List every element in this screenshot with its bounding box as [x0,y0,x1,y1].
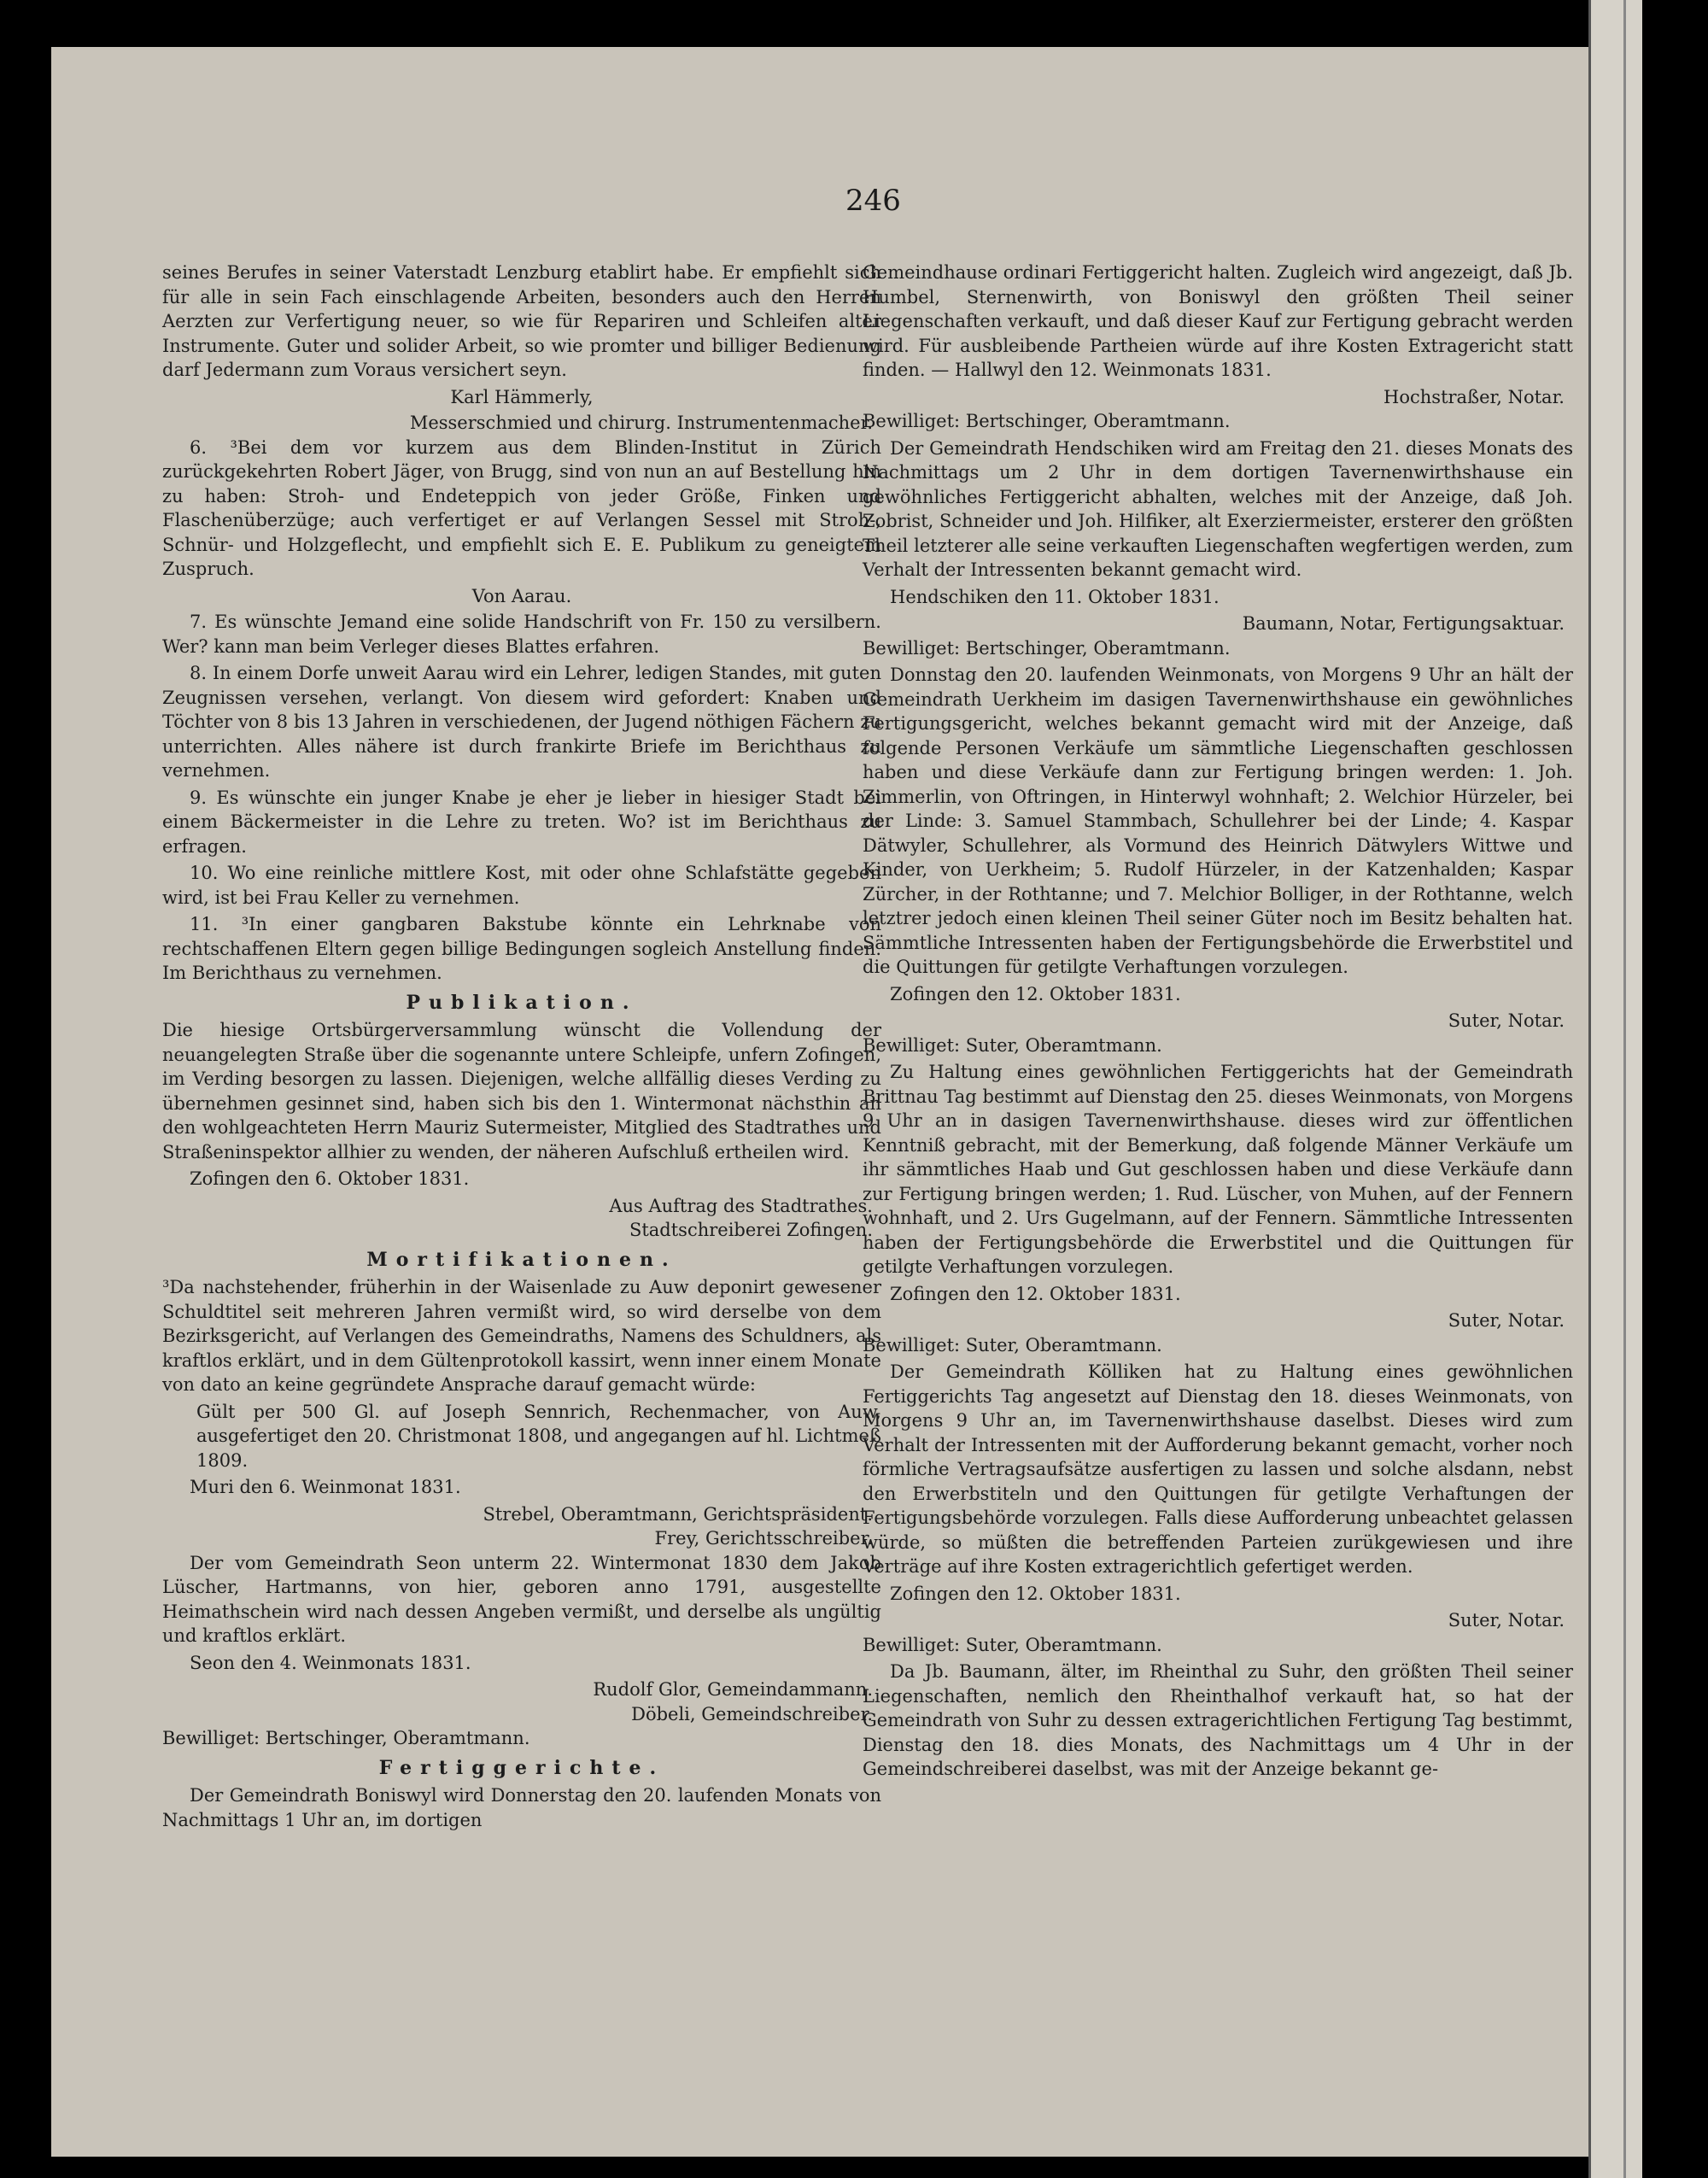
signature: Suter, Notar. [1448,1310,1565,1331]
paragraph: Zu Haltung eines gewöhnlichen Fertiggerichts hat der Gemeindrath Brittnau Tag bestimmt auf Dienstag den 25. dieses Weinmonats, von Morgens 9 Uhr an in dasigen Tavernenwirthshause. dieses wird zur öffentlichen Kenntniß gebracht, mit der Bemerkung, daß folgende Männer Verkäufe um ihr sämmtliches Haab und Gut geschlossen haben und diese Verkäufe dann zur Fertigung bringen werden; 1. Rud. Lüscher, von Muhen, auf der Fennern wohnhaft, und 2. Urs Gugelmann, auf der Fennern. Sämmtliche Intressenten haben der Fertigungsbehörde die Erwerbstitel und die Quittungen für getilgte Verhaftungen vorzulegen. [863,1062,1573,1277]
approval-line: Bewilliget: Bertschinger, Oberamtmann. [162,1728,530,1748]
section-label: Von Aarau. [471,585,572,606]
next-page-edge [1588,0,1642,2178]
date-line: Seon den 4. Weinmonats 1831. [190,1652,471,1673]
signature: Aus Auftrag des Stadtrathes. [609,1195,873,1216]
signature: Suter, Notar. [1448,1610,1565,1631]
paragraph: 10. Wo eine reinliche mittlere Kost, mit oder ohne Schlafstätte gegeben wird, ist bei Frau Keller zu vernehmen. [162,863,881,908]
paragraph: Donnstag den 20. laufenden Weinmonats, von Morgens 9 Uhr an hält der Gemeindrath Uerkheim im dasigen Tavernenwirthshause ein gewöhnliches Fertigungsgericht, welches bekannt gemacht wird mit der Anzeige, daß folgende Personen Verkäufe um sämmtliche Liegenschaften geschlossen haben und diese Verkäufe dann zur Fertigung bringen werden: 1. Joh. Zimmerlin, von Oftringen, in Hinterwyl wohnhaft; 2. Welchior Hürzeler, bei der Linde: 3. Samuel Stammbach, Schullehrer bei der Linde; 4. Kaspar Dätwyler, Schullehrer, als Vormund des Heinrich Dätwylers Wittwe und Kinder, von Uerkheim; 5. Rudolf Hürzeler, in der Katzenhalden; Kaspar Zürcher, in der Rothtanne; und 7. Melchior Bolliger, in der Rothtanne, welch letztrer jedoch einen kleinen Theil seiner Güter noch im Besitz behalten hat. Sämmtliche Intressenten haben der Fertigungsbehörde die Erwerbstitel und die Quittungen für getilgte Verhaftungen vorzulegen. [863,665,1573,977]
signature: Strebel, Oberamtmann, Gerichtspräsident. [483,1503,873,1525]
approval-line: Bewilliget: Suter, Oberamtmann. [863,1034,1162,1056]
date-line: Zofingen den 12. Oktober 1831. [890,983,1181,1004]
paragraph: Der Gemeindrath Boniswyl wird Donnerstag den 20. laufenden Monats von Nachmittags 1 Uhr an, im dortigen [162,1785,881,1830]
signature: Suter, Notar. [1448,1010,1565,1031]
approval-line: Bewilliget: Bertschinger, Oberamtmann. [863,411,1231,431]
paragraph: seines Berufes in seiner Vaterstadt Lenzburg etablirt habe. Er empfiehlt sich für alle in sein Fach einschlagende Arbeiten, besonders auch den Herren Aerzten zur Verfertigung neuer, so wie für Repariren und Schleifen alter Instrumente. Guter und solider Arbeit, so wie promter und billiger Bedienung darf Jedermann zum Voraus versichert seyn. [162,262,881,380]
paragraph: 11. ³In einer gangbaren Bakstube könnte ein Lehrknabe von rechtschaffenen Eltern gegen billige Bedingungen sogleich Anstellung finden. Im Berichthaus zu vernehmen. [162,914,881,983]
paragraph: Die hiesige Ortsbürgerversammlung wünscht die Vollendung der neuangelegten Straße über die sogenannte untere Schleipfe, unfern Zofingen, im Verding besorgen zu lassen. Diejenigen, welche allfällig dieses Verding zu übernehmen gesinnet sind, haben sich bis den 1. Wintermonat nächsthin an den wohlgeachteten Herrn Mauriz Sutermeister, Mitglied des Stadtrathes und Straßeninspektor allhier zu wenden, der näheren Aufschluß ertheilen wird. [162,1020,881,1162]
section-heading: Publikation. [406,991,638,1014]
signature: Karl Hämmerly, [450,386,594,407]
paragraph: Der Gemeindrath Kölliken hat zu Haltung eines gewöhnlichen Fertiggerichts Tag angesetzt auf Dienstag den 18. dieses Weinmonats, von Morgens 9 Uhr an, im Tavernenwirthshause daselbst. Dieses wird zum Verhalt der Intressenten mit der Aufforderung bekannt gemacht, vorher noch förmliche Vertragsaufsätze ausfertigen zu lassen und solche alsdann, nebst den Erwerbstiteln und den Quittungen für getilgte Verhaftungen der Fertigungsbehörde vorzulegen. Falls diese Aufforderung unbeachtet gelassen würde, so müßten die betreffenden Parteien zurükgewiesen und ihre Verträge auf ihre Kosten extragerichtlich gefertiget werden. [863,1361,1573,1577]
approval-line: Bewilliget: Bertschinger, Oberamtmann. [863,637,1231,659]
paragraph: Gemeindhause ordinari Fertiggericht halten. Zugleich wird angezeigt, daß Jb. Humbel, Sternenwirth, von Boniswyl den größten Theil seiner Liegenschaften verkauft, und daß dieser Kauf zur Fertigung gebracht werden wird. Für ausbleibende Partheien würde auf ihre Kosten Extragericht statt finden. — Hallwyl den 12. Weinmonats 1831. [863,262,1573,380]
section-heading: Mortifikationen. [366,1248,677,1271]
right-column [863,261,1573,1784]
paragraph: Gült per 500 Gl. auf Joseph Sennrich, Rechenmacher, von Auw, ausgefertiget den 20. Christmonat 1808, und angegangen auf hl. Lichtmeß 1809. [196,1401,881,1471]
paragraph: ³Da nachstehender, früherhin in der Waisenlade zu Auw deponirt gewesener Schuldtitel seit mehreren Jahren vermißt wird, so wird derselbe von dem Bezirksgericht, auf Verlangen des Gemeindraths, Namens des Schuldners, als kraftlos erklärt, und in dem Gültenprotokoll kassirt, wenn inner einem Monate von dato an keine gegründete Ansprache darauf gemacht würde: [162,1277,881,1395]
signature: Messerschmied und chirurg. Instrumentenmacher. [409,413,873,433]
page-number: 246 [845,184,901,218]
section-heading: Fertiggerichte. [378,1756,665,1779]
date-line: Hendschiken den 11. Oktober 1831. [890,586,1220,607]
paragraph: Der Gemeindrath Hendschiken wird am Freitag den 21. dieses Monats des Nachmittags um 2 Uhr in dem dortigen Tavernenwirthshause ein gewöhnliches Fertiggericht abhalten, welches mit der Anzeige, daß Joh. Zobrist, Schneider und Joh. Hilfiker, alt Exerziermeister, ersterer den größten Theil letzterer alle seine verkauften Liegenschaften wegfertigen werden, zum Verhalt der Intressenten bekannt gemacht wird. [863,437,1573,580]
date-line: Zofingen den 12. Oktober 1831. [890,1583,1181,1604]
date-line: Zofingen den 6. Oktober 1831. [190,1168,470,1189]
date-line: Zofingen den 12. Oktober 1831. [890,1283,1181,1304]
newspaper-page [51,47,1641,2157]
signature: Stadtschreiberei Zofingen. [629,1220,873,1240]
left-column [162,261,881,1835]
date-line: Muri den 6. Weinmonat 1831. [190,1477,461,1497]
signature: Rudolf Glor, Gemeindammann. [593,1679,873,1700]
paragraph: 7. Es wünschte Jemand eine solide Handschrift von Fr. 150 zu versilbern. Wer? kann man beim Verleger dieses Blattes erfahren. [162,612,881,657]
paragraph: Der vom Gemeindrath Seon unterm 22. Wintermonat 1830 dem Jakob Lüscher, Hartmanns, von hier, geboren anno 1791, ausgestellte Heimathschein wird nach dessen Angeben vermißt, und derselbe als ungültig und kraftlos erklärt. [162,1552,881,1646]
approval-line: Bewilliget: Suter, Oberamtmann. [863,1334,1162,1355]
paragraph: 8. In einem Dorfe unweit Aarau wird ein Lehrer, ledigen Standes, mit guten Zeugnissen versehen, verlangt. Von diesem wird gefordert: Knaben und Töchter von 8 bis 13 Jahren in verschiedenen, der Jugend nöthigen Fächern zu unterrichten. Alles nähere ist durch frankirte Briefe im Berichthaus zu vernehmen. [162,663,881,781]
approval-line: Bewilliget: Suter, Oberamtmann. [863,1634,1162,1655]
signature: Frey, Gerichtsschreiber. [654,1528,873,1549]
signature: Baumann, Notar, Fertigungsaktuar. [1242,613,1565,634]
paragraph: 6. ³Bei dem vor kurzem aus dem Blinden-Institut in Zürich zurückgekehrten Robert Jäger, von Brugg, sind von nun an auf Bestellung hin zu haben: Stroh- und Endeteppich von jeder Größe, Finken und Flaschenüberzüge; auch verfertiget er auf Verlangen Sessel mit Stroh-, Schnür- und Holzgeflecht, und empfiehlt sich E. E. Publikum zu geneigtem Zuspruch. [162,436,881,579]
signature: Hochstraßer, Notar. [1383,386,1565,407]
paragraph: 9. Es wünschte ein junger Knabe je eher je lieber in hiesiger Stadt bei einem Bäckermeister in die Lehre zu treten. Wo? ist im Berichthaus zu erfragen. [162,787,881,857]
signature: Döbeli, Gemeindschreiber. [631,1703,873,1724]
paragraph: Da Jb. Baumann, älter, im Rheinthal zu Suhr, den größten Theil seiner Liegenschaften, nemlich den Rheinthalhof verkauft hat, so hat der Gemeindrath von Suhr zu dessen extragerichtlichen Fertigung Tag bestimmt, Dienstag den 18. dies Monats, des Nachmittags um 4 Uhr in der Gemeindschreiberei daselbst, was mit der Anzeige bekannt ge- [863,1661,1573,1779]
